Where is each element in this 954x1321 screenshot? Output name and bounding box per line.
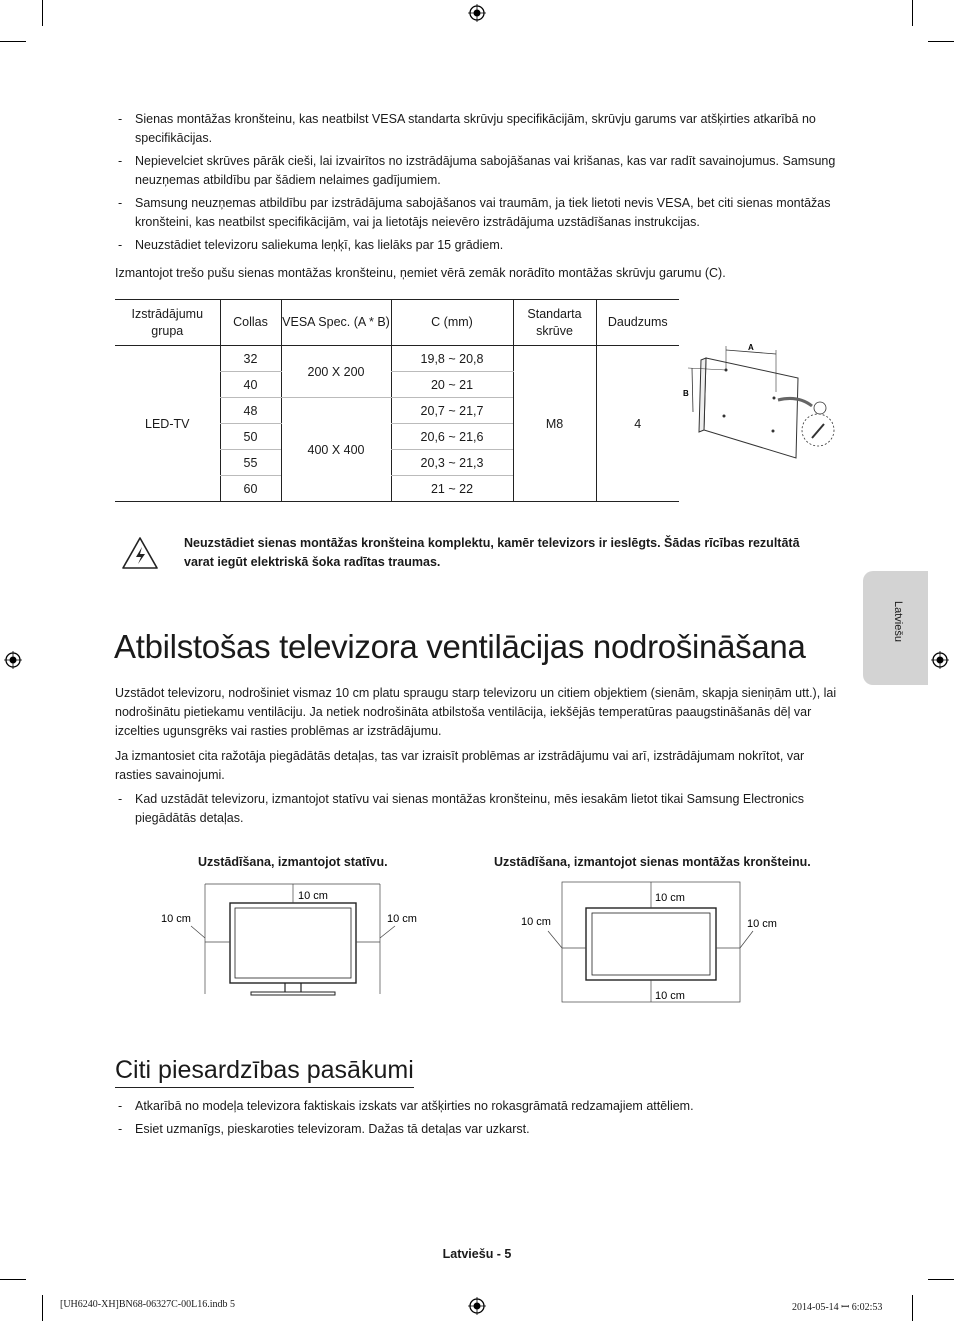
cell-inches: 32 [220,346,281,372]
registration-mark-icon [931,651,949,669]
table-row [115,346,679,372]
cell-inches: 48 [220,398,281,424]
header-c: C (mm) [391,300,513,346]
vesa-spec-table [115,299,679,502]
ventilation-paragraph: Uzstādot televizoru, nodrošiniet vismaz 10 cm platu spraugu starp televizoru un citiem objektiem (sienām, skapja sieniņām utt.), lai nodrošinātu pietiekamu ventilāciju. Ja netiek nodrošināta atbilstoša ventilācija, iekšējās temperatūras paaugstināšanās dēļ var izcelties ugunsgrēks vai rasties problēmas ar izstrādājumu. [115,686,837,738]
header-inches: Collas [220,300,281,346]
dimension-a-label: A [748,343,754,352]
top-clearance-label: 10 cm [655,892,685,904]
electric-shock-warning-icon [121,536,159,570]
crop-mark [912,0,913,26]
ventilation-paragraph: Ja izmantosiet cita ražotāja piegādātās detaļas, tas var izraisīt problēmas ar izstrādājumu vai arī, izstrādājumam nokrītot, var rasties savainojumi. [115,749,805,782]
print-slug-right: 2014-05-14 ꟷ 6:02:53 [792,1302,883,1313]
top-clearance-label: 10 cm [298,890,328,902]
left-clearance-label: 10 cm [161,913,191,925]
cell-group: LED-TV [115,346,220,502]
bottom-clearance-label: 10 cm [655,990,685,1002]
crop-mark [0,41,26,42]
list-item: - Sienas montāžas kronšteinu, kas neatbilst VESA standarta skrūvju specifikācijām, skrūvju garums var atšķirties atkarībā no specifikācijas. [115,110,839,148]
cell-c: 19,8 ~ 20,8 [391,346,513,372]
page-title: Atbilstošas televizora ventilācijas nodrošināšana [114,628,806,665]
registration-mark-icon [468,4,486,22]
mounting-notes-list [115,110,839,259]
cell-inches: 40 [220,372,281,398]
header-vesa: VESA Spec. (A * B) [281,300,391,346]
cell-vesa: 400 X 400 [281,398,391,502]
header-group: Izstrādājumu grupa [115,300,220,346]
cell-inches: 55 [220,450,281,476]
table-header-row [115,300,679,346]
right-clearance-label: 10 cm [747,918,777,930]
language-tab [863,571,928,685]
stand-clearance-diagram [155,876,430,1006]
header-screw: Standarta skrūve [513,300,596,346]
list-item: - Esiet uzmanīgs, pieskaroties televizoram. Dažas tā detaļas var uzkarst. [115,1120,839,1139]
list-item: - Kad uzstādāt televizoru, izmantojot statīvu vai sienas montāžas kronšteinu, mēs iesakām lietot tikai Samsung Electronics piegādātās detaļas. [115,790,839,828]
cell-screw: M8 [513,346,596,502]
registration-mark-icon [468,1297,486,1315]
cell-c: 20,6 ~ 21,6 [391,424,513,450]
list-item: - Nepievelciet skrūves pārāk cieši, lai izvairītos no izstrādājuma sabojāšanas vai krišanas, kas var radīt savainojumus. Samsung neuzņemas atbildību par šādiem nelaimes gadījumiem. [115,152,839,190]
stand-diagram-caption: Uzstādīšana, izmantojot statīvu. [198,855,388,869]
list-item: - Samsung neuzņemas atbildību par izstrādājuma sabojāšanos vai traumām, ja tiek lietoti nevis VESA, bet citi sienas montāžas kronšteini, kas neatbilst specifikācijām, vai ja lietotājs neievēro izstrādājuma uzstādīšanas instrukcijas. [115,194,839,232]
crop-mark [928,41,954,42]
left-clearance-label: 10 cm [521,916,551,928]
page-number: Latviešu - 5 [442,1247,512,1261]
wall-diagram-caption: Uzstādīšana, izmantojot sienas montāžas kronšteinu. [494,855,811,869]
print-slug-left: [UH6240-XH]BN68-06327C-00L16.indb 5 [60,1299,235,1310]
language-tab-label: Latviešu [892,601,904,642]
right-clearance-label: 10 cm [387,913,417,925]
crop-mark [0,1279,26,1280]
cell-c: 20 ~ 21 [391,372,513,398]
list-item: - Atkarībā no modeļa televizora faktiskais izskats var atšķirties no rokasgrāmatā redzamajiem attēliem. [115,1097,839,1116]
cell-inches: 60 [220,476,281,502]
crop-mark [42,1295,43,1321]
cell-qty: 4 [596,346,679,502]
section-heading: Citi piesardzības pasākumi [115,1056,414,1088]
registration-mark-icon [4,651,22,669]
wall-clearance-diagram [515,876,790,1006]
ventilation-notes-list [115,790,839,832]
screw-length-intro: Izmantojot trešo pušu sienas montāžas kronšteinu, ņemiet vērā zemāk norādīto montāžas skrūvju garumu (C). [115,266,726,280]
crop-mark [928,1279,954,1280]
cell-vesa: 200 X 200 [281,346,391,398]
cell-c: 20,7 ~ 21,7 [391,398,513,424]
cell-inches: 50 [220,424,281,450]
header-qty: Daudzums [596,300,679,346]
warning-text: Neuzstādiet sienas montāžas kronšteina komplektu, kamēr televizors ir ieslēgts. Šādas rīcības rezultātā varat iegūt elektriskā šoka radītas traumas. [184,536,800,569]
cell-c: 21 ~ 22 [391,476,513,502]
other-precautions-list [115,1097,839,1143]
list-item: - Neuzstādiet televizoru saliekuma leņķī, kas lielāks par 15 grādiem. [115,236,839,255]
crop-mark [912,1295,913,1321]
dimension-b-label: B [683,389,689,398]
crop-mark [42,0,43,26]
cell-c: 20,3 ~ 21,3 [391,450,513,476]
wall-bracket-diagram [678,340,840,460]
